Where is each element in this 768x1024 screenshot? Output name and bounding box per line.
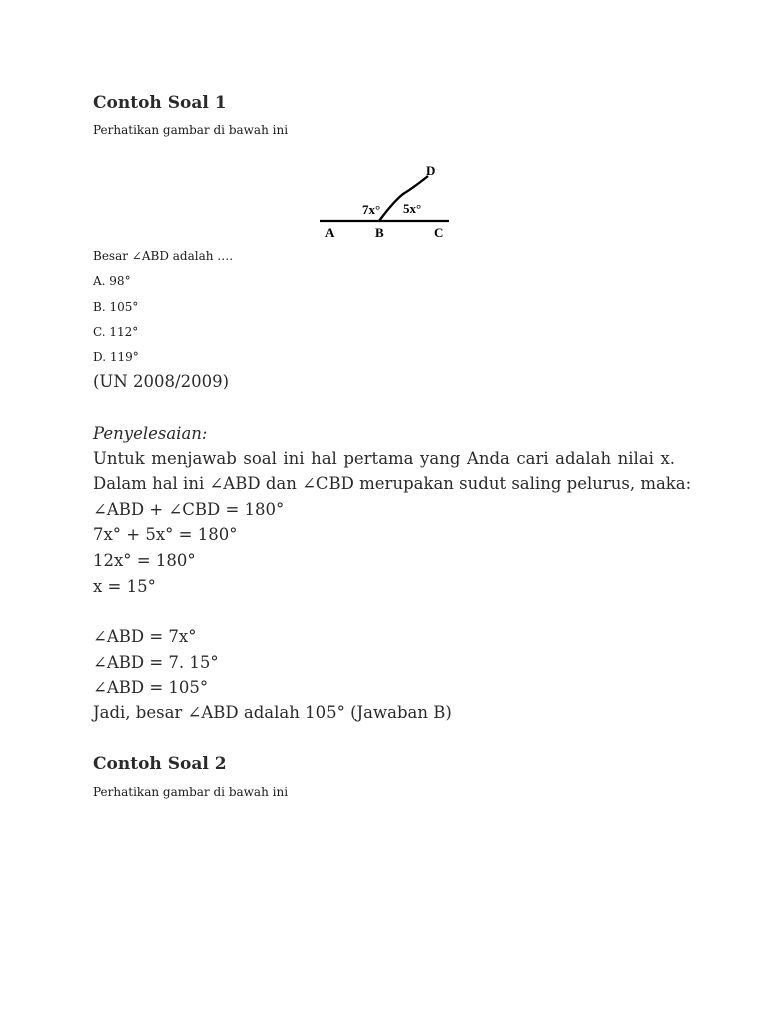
label-point-b: B (375, 225, 384, 240)
solution-intro-line-1: Untuk menjawab soal ini hal pertama yang Anda cari adalah nilai x. (93, 449, 675, 468)
heading-soal-1: Contoh Soal 1 (93, 93, 227, 113)
solution-step: 7x° + 5x° = 180° (93, 525, 238, 544)
soal-1-question: Besar ∠ABD adalah …. (93, 249, 234, 263)
solution-step: 12x° = 180° (93, 551, 196, 570)
label-point-d: D (426, 163, 436, 178)
angle-diagram (310, 158, 460, 244)
option-c: C. 112° (93, 325, 139, 339)
angle-figure (310, 158, 460, 244)
solution-step: ∠ABD + ∠CBD = 180° (93, 500, 285, 519)
label-angle-abd: 7x° (362, 202, 381, 217)
solution-intro-line-2: Dalam hal ini ∠ABD dan ∠CBD merupakan sudut saling pelurus, maka: (93, 474, 692, 493)
solution-step: ∠ABD = 105° (93, 678, 209, 697)
solution-step: x = 15° (93, 577, 156, 596)
option-a: A. 98° (93, 274, 131, 288)
heading-soal-2: Contoh Soal 2 (93, 754, 227, 774)
solution-conclusion: Jadi, besar ∠ABD adalah 105° (Jawaban B) (93, 703, 452, 722)
soal-1-intro: Perhatikan gambar di bawah ini (93, 123, 289, 137)
label-angle-cbd: 5x° (403, 201, 422, 216)
solution-label: Penyelesaian: (93, 424, 208, 443)
soal-2-intro: Perhatikan gambar di bawah ini (93, 785, 289, 799)
option-b: B. 105° (93, 300, 139, 314)
option-d: D. 119° (93, 350, 139, 364)
solution-step: ∠ABD = 7. 15° (93, 653, 219, 672)
solution-step: ∠ABD = 7x° (93, 627, 197, 646)
label-point-c: C (434, 225, 444, 240)
question-source: (UN 2008/2009) (93, 372, 230, 391)
label-point-a: A (325, 225, 335, 240)
